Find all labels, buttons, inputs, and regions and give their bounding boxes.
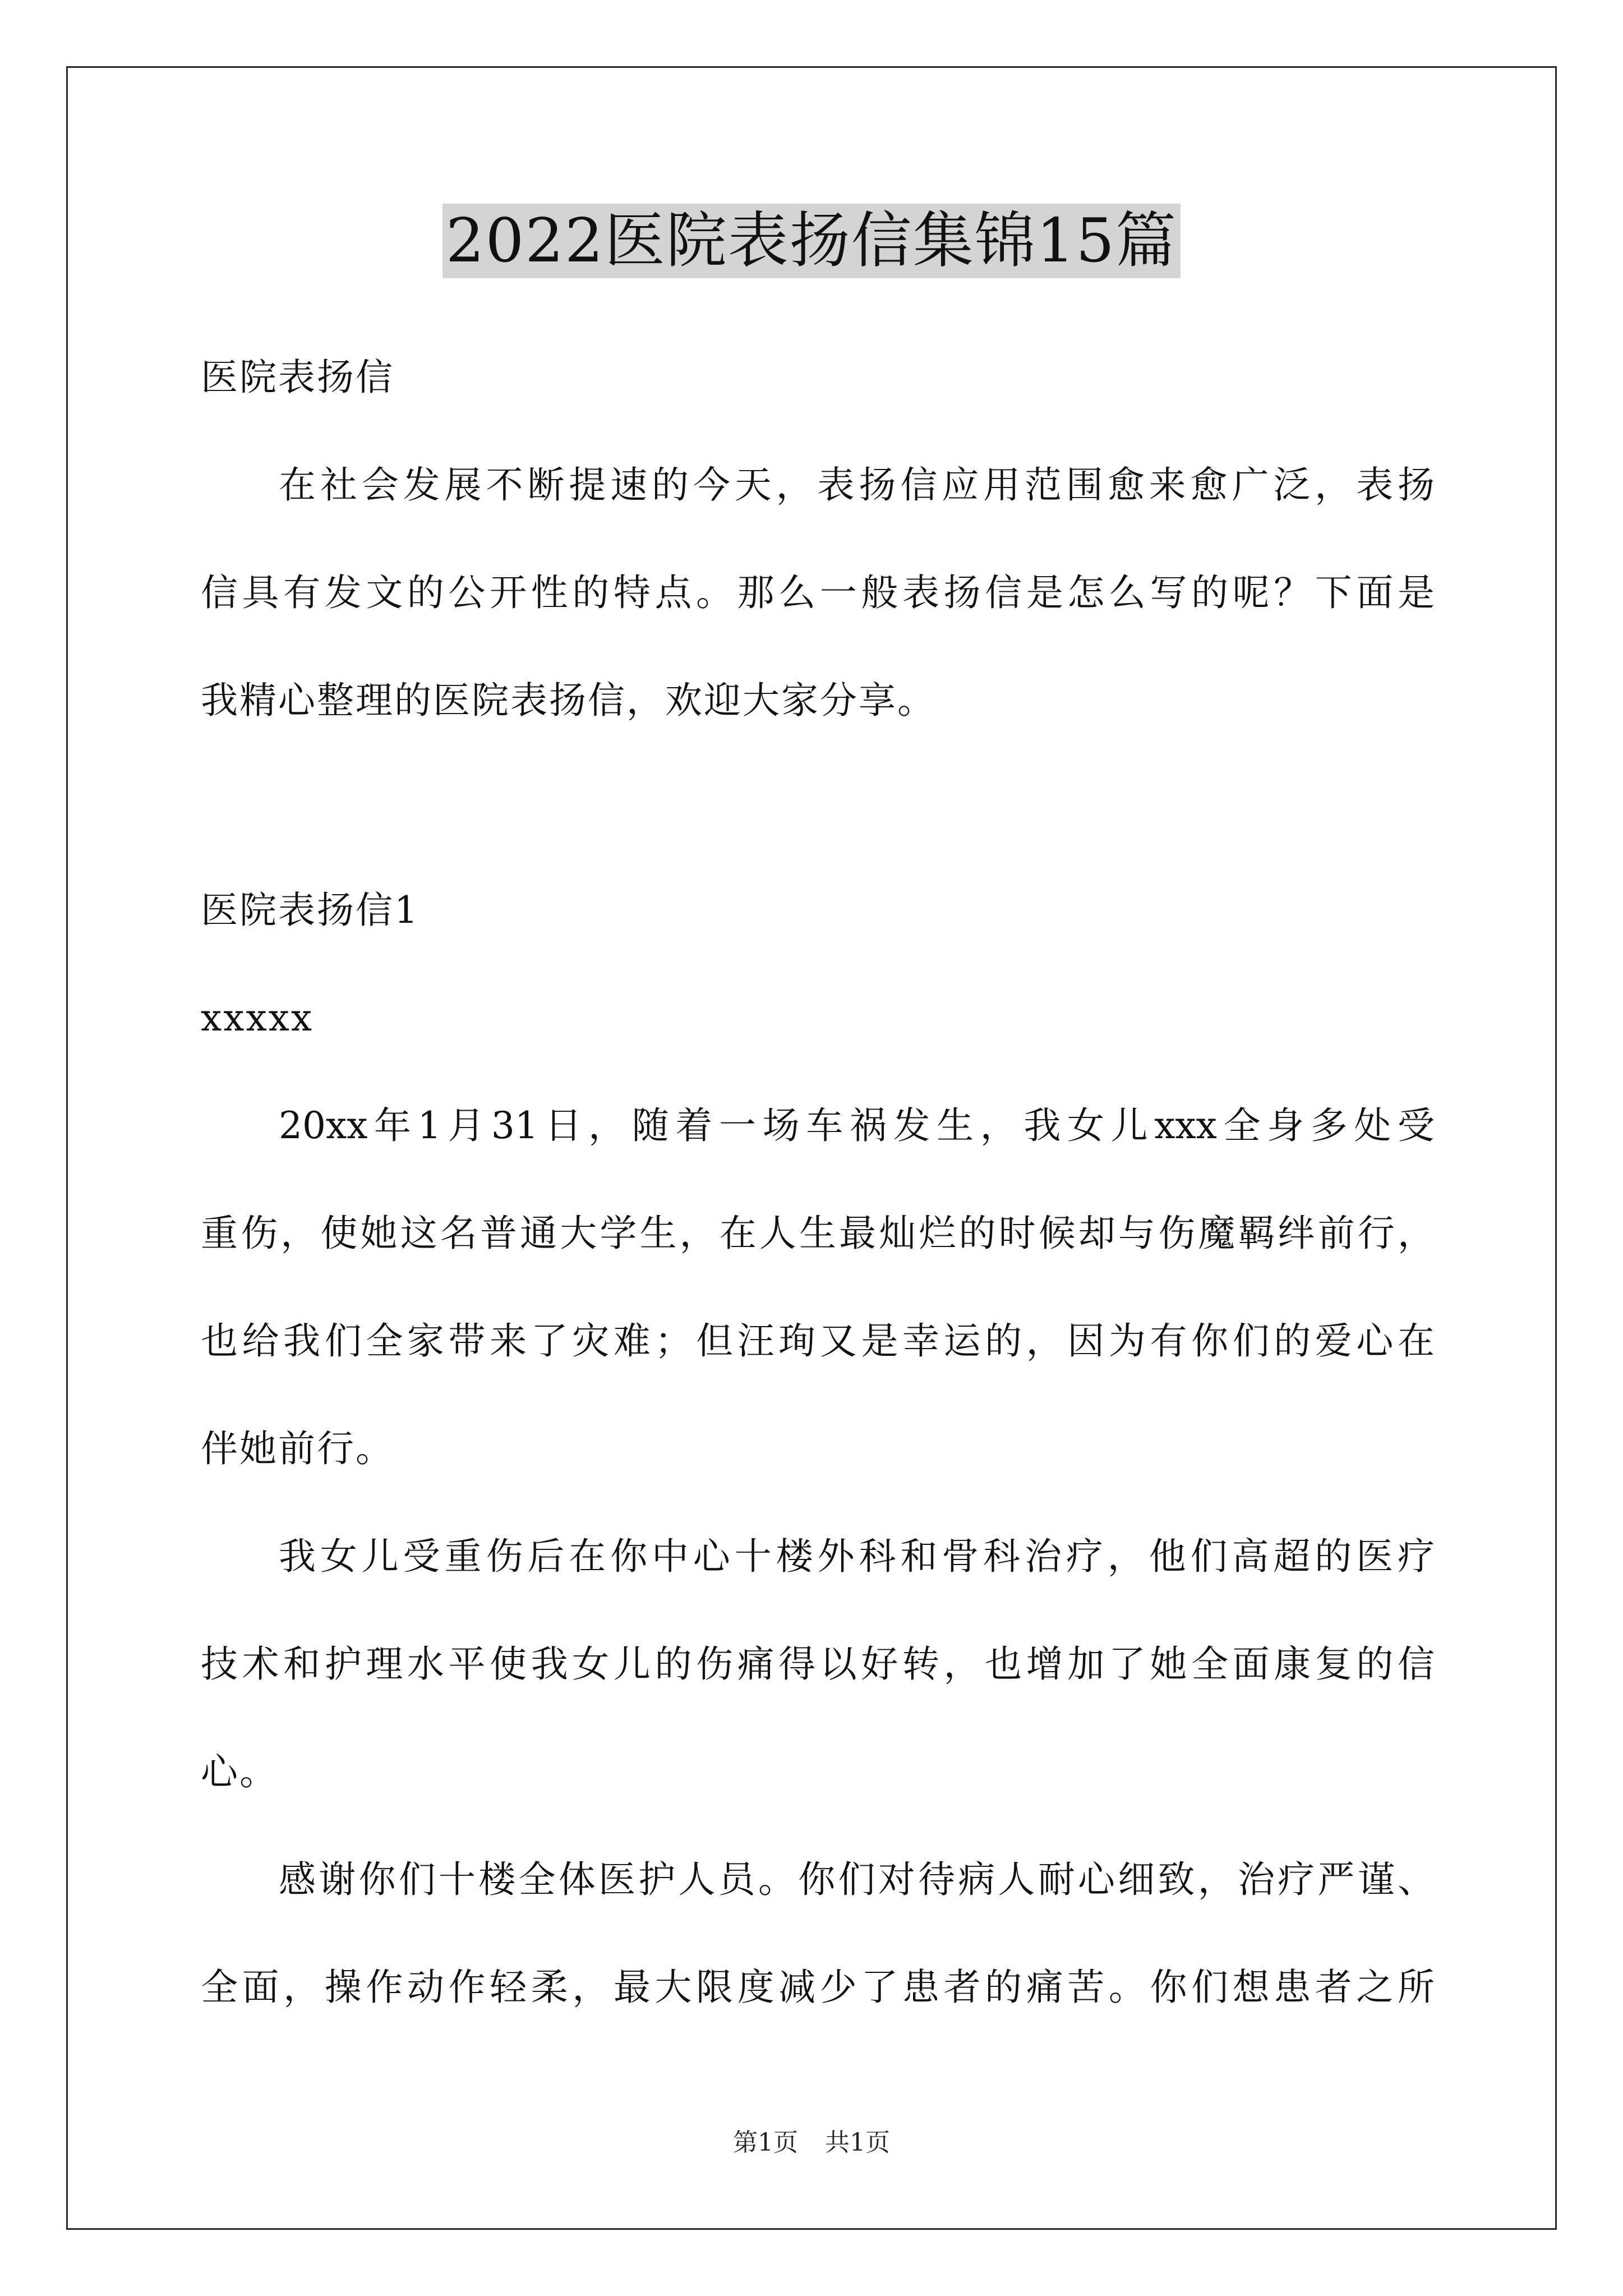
letter-heading: 医院表扬信1 <box>201 889 419 932</box>
intro-line-3: 我精心整理的医院表扬信，欢迎大家分享。 <box>201 679 936 722</box>
paragraph-3-line-2: 全面，操作动作轻柔，最大限度减少了患者的痛苦。你们想患者之所 <box>201 1966 1435 2009</box>
document-title-text: 2022医院表扬信集锦15篇 <box>442 204 1181 278</box>
paragraph-1-line-4: 伴她前行。 <box>201 1427 394 1470</box>
paragraph-2-line-2: 技术和护理水平使我女儿的伤痛得以好转，也增加了她全面康复的信 <box>201 1642 1435 1686</box>
letter-recipient: xxxxx <box>201 996 314 1039</box>
paragraph-1-line-1: 20xx年1月31日，随着一场车祸发生，我女儿xxx全身多处受 <box>279 1104 1435 1147</box>
paragraph-2-line-3: 心。 <box>201 1750 278 1793</box>
page-total: 共1页 <box>825 2128 890 2157</box>
paragraph-2-line-1: 我女儿受重伤后在你中心十楼外科和骨科治疗，他们高超的医疗 <box>279 1535 1435 1578</box>
paragraph-3-line-1: 感谢你们十楼全体医护人员。你们对待病人耐心细致，治疗严谨、 <box>279 1858 1435 1901</box>
paragraph-1-line-3: 也给我们全家带来了灾难；但汪珣又是幸运的，因为有你们的爱心在 <box>201 1319 1435 1363</box>
section-heading: 医院表扬信 <box>201 356 394 399</box>
intro-line-2: 信具有发文的公开性的特点。那么一般表扬信是怎么写的呢？下面是 <box>201 571 1435 614</box>
intro-line-1: 在社会发展不断提速的今天，表扬信应用范围愈来愈广泛，表扬 <box>279 463 1435 507</box>
document-title <box>0 199 1623 283</box>
page-footer <box>0 2126 1623 2160</box>
page-number: 第1页 <box>733 2128 798 2157</box>
paragraph-1-line-2: 重伤，使她这名普通大学生，在人生最灿烂的时候却与伤魔羁绊前行， <box>201 1212 1435 1255</box>
